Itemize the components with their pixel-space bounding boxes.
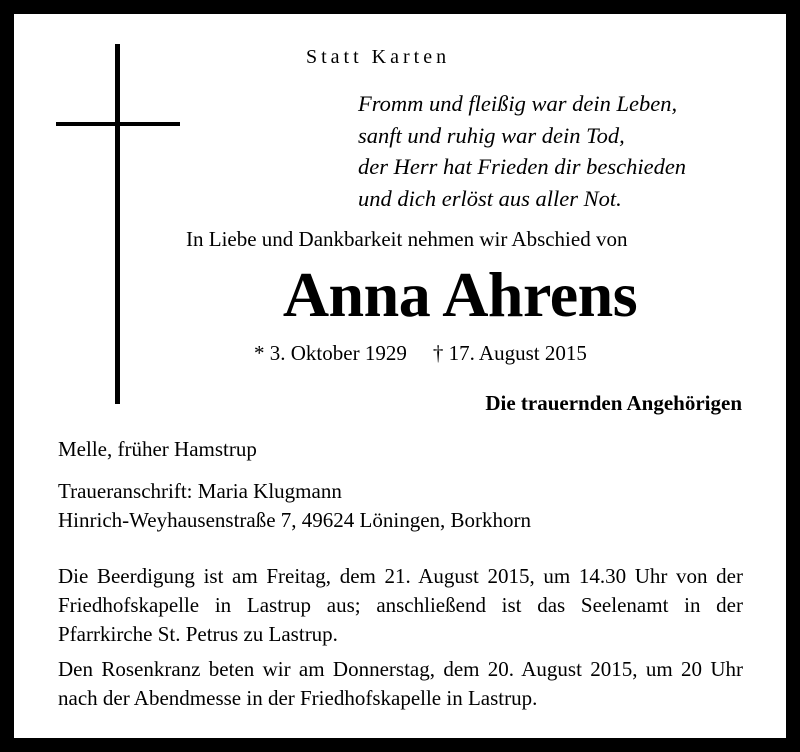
verse-line: Fromm und fleißig war dein Leben, [358, 91, 678, 116]
address-line-1: Traueranschrift: Maria Klugmann [58, 479, 342, 503]
statt-karten-heading: Statt Karten [306, 46, 451, 68]
cross-horizontal-bar [56, 122, 180, 126]
obituary-notice [14, 14, 786, 738]
verse-block [358, 88, 686, 214]
death-date: † 17. August 2015 [432, 341, 587, 365]
birth-date: * 3. Oktober 1929 [254, 341, 407, 365]
address-line-2: Hinrich-Weyhausenstraße 7, 49624 Löningen, Borkhorn [58, 508, 532, 532]
mourners-signature: Die trauernden Angehörigen [485, 391, 742, 415]
funeral-paragraph: Die Beerdigung ist am Freitag, dem 21. August 2015, um 14.30 Uhr von der Friedhofskapelle in Lastrup aus; anschließend ist das Seelenamt in der Pfarrkirche St. Petrus zu Lastrup. [58, 564, 743, 646]
cross-vertical-bar [115, 44, 120, 404]
place-line: Melle, früher Hamstrup [58, 437, 257, 461]
verse-line: sanft und ruhig war dein Tod, [358, 122, 625, 148]
verse-line: und dich erlöst aus aller Not. [358, 185, 622, 211]
deceased-name: Anna Ahrens [282, 259, 638, 330]
verse-line: der Herr hat Frieden dir beschieden [358, 154, 687, 179]
rosary-paragraph: Den Rosenkranz beten wir am Donnerstag, dem 20. August 2015, um 20 Uhr nach der Abendmesse in der Friedhofskapelle in Lastrup. [58, 657, 743, 710]
mourning-address [58, 477, 531, 535]
farewell-line: In Liebe und Dankbarkeit nehmen wir Abschied von [186, 227, 628, 251]
life-dates [254, 341, 587, 366]
